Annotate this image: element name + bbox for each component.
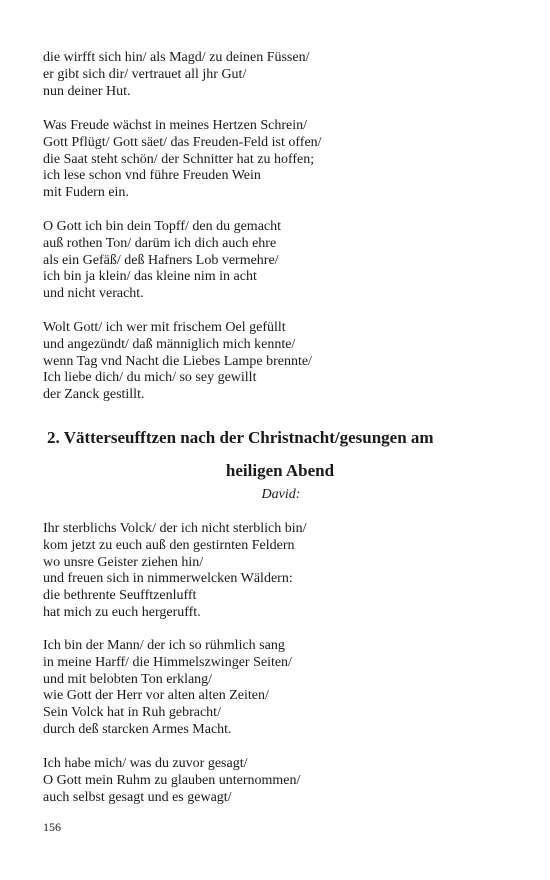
verse-line: O Gott mein Ruhm zu glauben unternommen/ [43, 772, 301, 788]
verse-line: wenn Tag vnd Nacht die Liebes Lampe brennte/ [43, 353, 312, 369]
verse-line: Gott Pflügt/ Gott säet/ das Freuden-Feld ist offen/ [43, 134, 322, 150]
stanza-2 [43, 118, 322, 202]
verse-line: die Saat steht schön/ der Schnitter hat zu hoffen; [43, 151, 315, 167]
stanza-3 [43, 219, 281, 303]
verse-line: in meine Harff/ die Himmelszwinger Seiten/ [43, 654, 292, 670]
verse-line: und mit belobten Ton erklang/ [43, 671, 213, 687]
verse-line: mit Fudern ein. [43, 185, 129, 201]
verse-line: Ich liebe dich/ du mich/ so sey gewillt [43, 370, 257, 386]
section-heading-continued: heiligen Abend [225, 461, 335, 480]
stanza-6 [43, 638, 292, 739]
verse-line: auß rothen Ton/ darüm ich dich auch ehre [43, 235, 277, 251]
verse-line: Ihr sterblichs Volck/ der ich nicht sterblich bin/ [43, 521, 307, 536]
verse-line: Wolt Gott/ ich wer mit frischem Oel gefüllt [43, 320, 286, 335]
verse-line: wie Gott der Herr vor alten alten Zeiten/ [43, 688, 269, 704]
page-number: 156 [43, 820, 61, 834]
verse-line: die bethrente Seufftzenlufft [43, 588, 197, 604]
verse-line: und angezündt/ daß männiglich mich kennte/ [43, 336, 296, 352]
verse-line: nun deiner Hut. [43, 83, 131, 99]
section-heading: 2. Vätterseufftzen nach der Christnacht/gesungen am [47, 428, 434, 447]
verse-line: auch selbst gesagt und es gewagt/ [43, 789, 232, 805]
verse-line: als ein Gefäß/ deß Hafners Lob vermehre/ [43, 252, 279, 268]
stanza-5 [43, 521, 306, 622]
verse-line: ich lese schon vnd führe Freuden Wein [43, 168, 261, 184]
speaker-attribution: David: [261, 487, 301, 502]
verse-line: hat mich zu euch hergerufft. [43, 604, 201, 620]
verse-line: er gibt sich dir/ vertrauet all jhr Gut/ [43, 66, 247, 82]
verse-line: durch deß starcken Armes Macht. [43, 721, 232, 737]
verse-line: O Gott ich bin dein Topff/ den du gemacht [43, 219, 282, 234]
verse-line: Ich bin der Mann/ der ich so rühmlich sang [43, 638, 285, 653]
verse-line: und nicht veracht. [43, 286, 144, 302]
verse-line: die wirfft sich hin/ als Magd/ zu deinen Füssen/ [43, 50, 310, 65]
verse-line: der Zanck gestillt. [43, 387, 145, 403]
verse-line: und freuen sich in nimmerwelcken Wäldern: [43, 571, 293, 587]
stanza-4 [43, 320, 312, 404]
verse-line: Ich habe mich/ was du zuvor gesagt/ [43, 756, 248, 771]
verse-line: kom jetzt zu euch auß den gestirnten Feldern [43, 537, 295, 553]
stanza-7 [43, 756, 300, 806]
verse-line: Sein Volck hat in Ruh gebracht/ [43, 705, 221, 721]
stanza-1 [43, 50, 309, 100]
verse-line: wo unsre Geister ziehen hin/ [43, 554, 204, 570]
verse-line: ich bin ja klein/ das kleine nim in acht [43, 269, 257, 285]
verse-line: Was Freude wächst in meines Hertzen Schrein/ [43, 118, 308, 133]
